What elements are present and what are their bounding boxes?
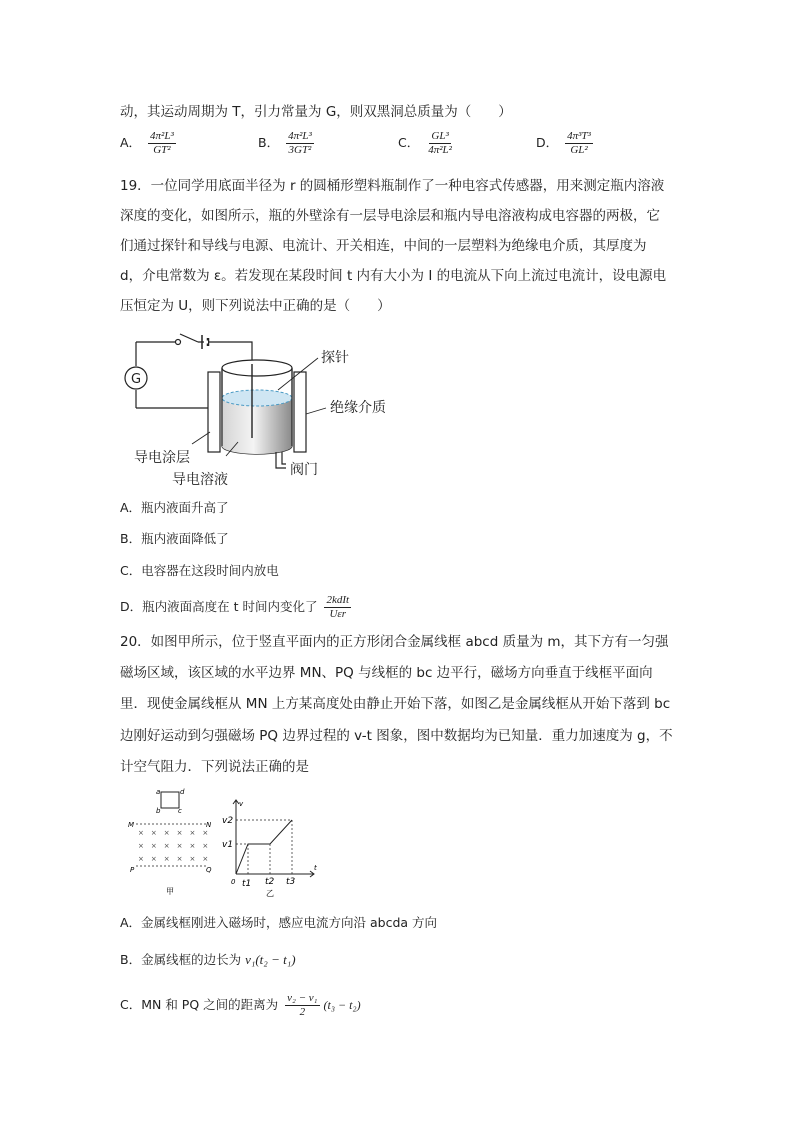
- q18-option-c[interactable]: [398, 130, 454, 157]
- axis-label-t: t: [314, 864, 317, 872]
- denominator: Uεr: [329, 608, 347, 620]
- q20-option-b[interactable]: [120, 950, 296, 970]
- q19-option-d[interactable]: [120, 594, 351, 621]
- label-M: M: [128, 821, 135, 829]
- expression: (t₃ − t₂): [323, 998, 361, 1012]
- denominator: GL²: [570, 144, 588, 156]
- fraction: [324, 594, 351, 621]
- label-Q: Q: [206, 866, 212, 874]
- q18-option-a[interactable]: [120, 130, 176, 157]
- coating-left: [208, 372, 220, 452]
- option-label: D．: [536, 135, 559, 150]
- q19-option-c[interactable]: C．电容器在这段时间内放电: [120, 563, 279, 578]
- q20-stem-line-1: 20．如图甲所示，位于竖直平面内的正方形闭合金属线框 abcd 质量为 m，其下方有一匀强: [120, 634, 669, 650]
- q19-stem-line-5: 压恒定为 U，则下列说法中正确的是（ ）: [120, 298, 391, 314]
- q20-stem-line-5: 计空气阻力．下列说法正确的是: [120, 759, 309, 775]
- figure-jia: [124, 786, 224, 898]
- q20-option-c[interactable]: [120, 992, 361, 1019]
- q19-option-b[interactable]: B．瓶内液面降低了: [120, 531, 229, 546]
- galvanometer-label: G: [130, 372, 142, 387]
- option-text: C．MN 和 PQ 之间的距离为: [120, 997, 279, 1012]
- label-b: b: [156, 807, 161, 815]
- numerator: GL³: [431, 130, 449, 142]
- numerator: 4π²L³: [150, 130, 174, 142]
- option-text: B．金属线框的边长为: [120, 952, 242, 967]
- label-a: a: [156, 788, 161, 796]
- q19-stem-line-4: d，介电常数为 ε。若发现在某段时间 t 内有大小为 I 的电流从下向上流过电流计，设电源电: [120, 268, 667, 284]
- probe-label: 探针: [321, 350, 349, 366]
- fraction: [426, 130, 454, 157]
- q20-option-a[interactable]: A．金属线框刚进入磁场时，感应电流方向沿 abcda 方向: [120, 915, 438, 930]
- tick-t2: t2: [265, 877, 275, 887]
- solution-label: 导电溶液: [172, 472, 228, 488]
- label-c: c: [178, 807, 182, 815]
- svg-text:× × × × × ×: × × × × × ×: [138, 842, 209, 850]
- option-label: A．: [120, 135, 142, 150]
- label-P: P: [130, 866, 135, 874]
- svg-text:× × × × × ×: × × × × × ×: [138, 829, 209, 837]
- option-label: B．: [258, 135, 280, 150]
- q19-stem-line-1: 19．一位同学用底面半径为 r 的圆桶形塑料瓶制作了一种电容式传感器，用来测定瓶内溶液: [120, 178, 665, 194]
- expression: v₁(t₂ − t₁): [245, 952, 296, 967]
- coating-label: 导电涂层: [134, 450, 190, 466]
- capacitor-sensor-diagram: [118, 328, 386, 488]
- q18-stem-tail: 动，其运动周期为 T，引力常量为 G，则双黑洞总质量为（ ）: [120, 104, 512, 120]
- label-d: d: [180, 788, 185, 796]
- tick-v1: v1: [222, 840, 234, 850]
- insulator-label: 绝缘介质: [330, 400, 386, 416]
- q19-option-a[interactable]: A．瓶内液面升高了: [120, 500, 229, 515]
- fraction: [285, 992, 319, 1019]
- fraction: [148, 130, 176, 157]
- label-N: N: [206, 821, 212, 829]
- galvanometer: [125, 367, 147, 389]
- tick-t1: t1: [242, 879, 252, 889]
- denominator: 3GT²: [288, 144, 312, 156]
- denominator: 4π²L²: [428, 144, 452, 156]
- q20-stem-line-2: 磁场区域，该区域的水平边界 MN、PQ 与线框的 bc 边平行，磁场方向垂直于线框平面向: [120, 665, 653, 681]
- q19-stem-line-3: 们通过探针和导线与电源、电流计、开关相连，中间的一层塑料为绝缘电介质，其厚度为: [120, 238, 647, 254]
- numerator: v₂ − v₁: [287, 992, 318, 1004]
- magnetic-field-crosses: [138, 829, 208, 863]
- valve-label: 阀门: [290, 462, 318, 478]
- q19-stem-line-2: 深度的变化，如图所示，瓶的外壁涂有一层导电涂层和瓶内导电溶液构成电容器的两极，它: [120, 208, 660, 224]
- caption-yi: 乙: [266, 889, 274, 898]
- caption-jia: 甲: [166, 887, 174, 896]
- q18-option-d[interactable]: [536, 130, 593, 157]
- liquid-surface: [222, 390, 292, 406]
- numerator: 4π²L³: [288, 130, 312, 142]
- q18-option-b[interactable]: [258, 130, 314, 157]
- origin-label: 0: [231, 878, 236, 886]
- fraction: [286, 130, 314, 157]
- numerator: 2kdIt: [326, 594, 350, 606]
- denominator: 2: [299, 1006, 306, 1018]
- coating-right: [294, 372, 306, 452]
- q20-stem-line-4: 边刚好运动到匀强磁场 PQ 边界过程的 v-t 图象，图中数据均为已知量．重力加速度为 g，不: [120, 728, 673, 744]
- svg-text:× × × × × ×: × × × × × ×: [138, 855, 209, 863]
- axis-label-v: v: [239, 800, 244, 808]
- tick-v2: v2: [222, 816, 234, 826]
- tick-t3: t3: [286, 877, 296, 887]
- option-text: D．瓶内液面高度在 t 时间内变化了: [120, 599, 318, 614]
- fraction: [565, 130, 593, 157]
- denominator: GT²: [153, 144, 171, 156]
- q20-stem-line-3: 里．现使金属线框从 MN 上方某高度处由静止开始下落，如图乙是金属线框从开始下落到 bc: [120, 696, 671, 712]
- option-label: C．: [398, 135, 420, 150]
- numerator: 4π³T³: [567, 130, 591, 142]
- figure-yi-vt-graph: [222, 796, 322, 898]
